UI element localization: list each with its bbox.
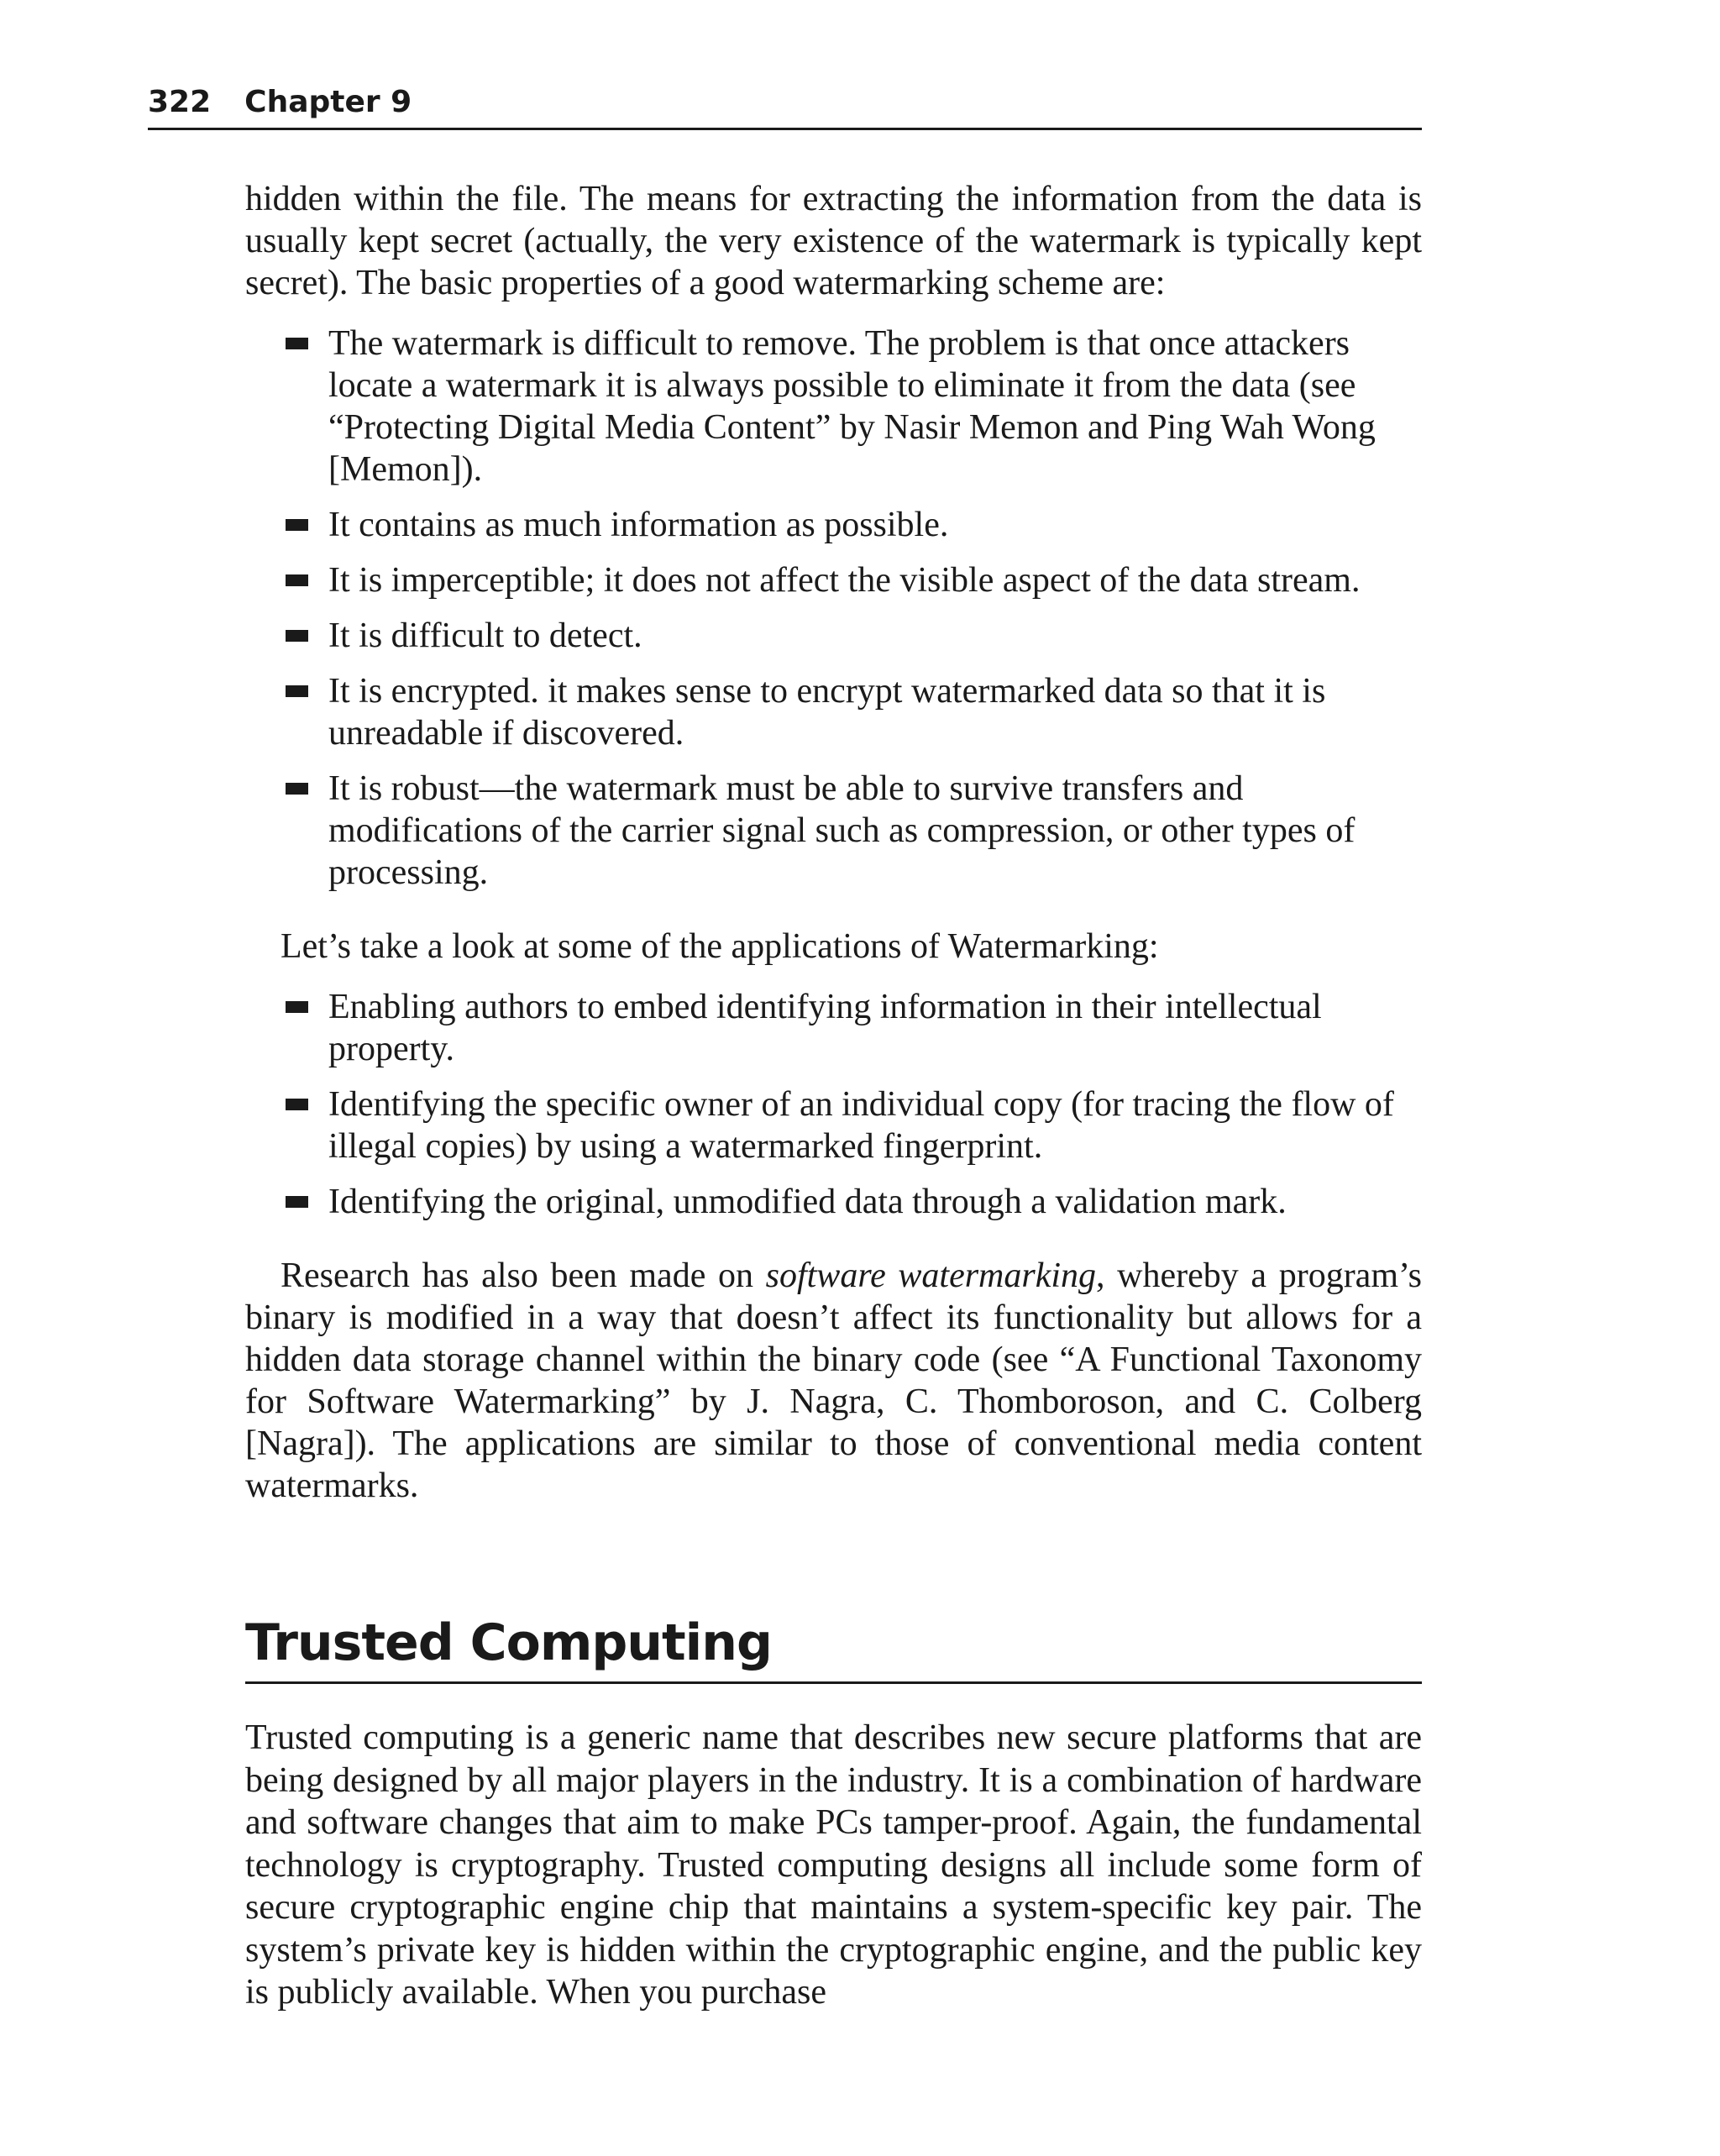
- square-bullet-icon: [286, 338, 308, 349]
- square-bullet-icon: [286, 685, 308, 697]
- list-item: It is difficult to detect.: [245, 615, 1422, 657]
- list-item: Enabling authors to embed identifying information in their intellectual property.: [245, 986, 1422, 1070]
- body-text-column: [245, 178, 1422, 1507]
- section-body: [245, 1717, 1422, 2014]
- list-item: It is imperceptible; it does not affect the visible aspect of the data stream.: [245, 559, 1422, 601]
- emphasis-term: software watermarking: [765, 1256, 1097, 1295]
- applications-intro: Let’s take a look at some of the applications of Watermarking:: [281, 927, 1159, 966]
- square-bullet-icon: [286, 1196, 308, 1208]
- running-header: [148, 81, 1422, 130]
- square-bullet-icon: [286, 1099, 308, 1110]
- square-bullet-icon: [286, 574, 308, 586]
- square-bullet-icon: [286, 783, 308, 795]
- intro-paragraph: hidden within the file. The means for extracting the information from the data is usually kept secret (actually, the very existence of the watermark is typically kept secret). The basic properties of a good watermarking scheme are:: [245, 180, 1422, 302]
- square-bullet-icon: [286, 519, 308, 531]
- applications-list: [245, 986, 1422, 1223]
- list-item: It is encrypted. it makes sense to encrypt watermarked data so that it is unreadable if discovered.: [245, 670, 1422, 754]
- section-heading: Trusted Computing: [245, 1611, 1422, 1684]
- list-item: It contains as much information as possible.: [245, 504, 1422, 546]
- research-paragraph: Research has also been made on software watermarking, whereby a program’s binary is modified in a way that doesn’t affect its functionality but allows for a hidden data storage channel within the binary code (see “A Functional Taxonomy for Software Watermarking” by J. Nagra, C. Thomboroson, and C. Colberg [Nagra]). The applications are similar to those of conventional media content watermarks.: [245, 1256, 1422, 1505]
- square-bullet-icon: [286, 630, 308, 642]
- list-item: The watermark is difficult to remove. The problem is that once attackers locate a watermark it is always possible to eliminate it from the data (see “Protecting Digital Media Content” by Nasir Memon and Ping Wah Wong [Memon]).: [245, 323, 1422, 490]
- square-bullet-icon: [286, 1001, 308, 1013]
- page-number: 322: [148, 85, 212, 119]
- properties-list: [245, 323, 1422, 894]
- list-item: Identifying the original, unmodified data through a validation mark.: [245, 1181, 1422, 1223]
- chapter-label: Chapter 9: [244, 85, 412, 119]
- section-paragraph: Trusted computing is a generic name that describes new secure platforms that are being designed by all major players in the industry. It is a combination of hardware and software changes that aim to make PCs tamper-proof. Again, the fundamental technology is cryptography. Trusted computing designs all include some form of secure cryptographic engine chip that maintains a system-specific key pair. The system’s private key is hidden within the cryptographic engine, and the public key is publicly available. When you purchase: [245, 1718, 1422, 2012]
- list-item: It is robust—the watermark must be able to survive transfers and modifications of the carrier signal such as compression, or other types of processing.: [245, 768, 1422, 894]
- list-item: Identifying the specific owner of an individual copy (for tracing the flow of illegal copies) by using a watermarked fingerprint.: [245, 1083, 1422, 1167]
